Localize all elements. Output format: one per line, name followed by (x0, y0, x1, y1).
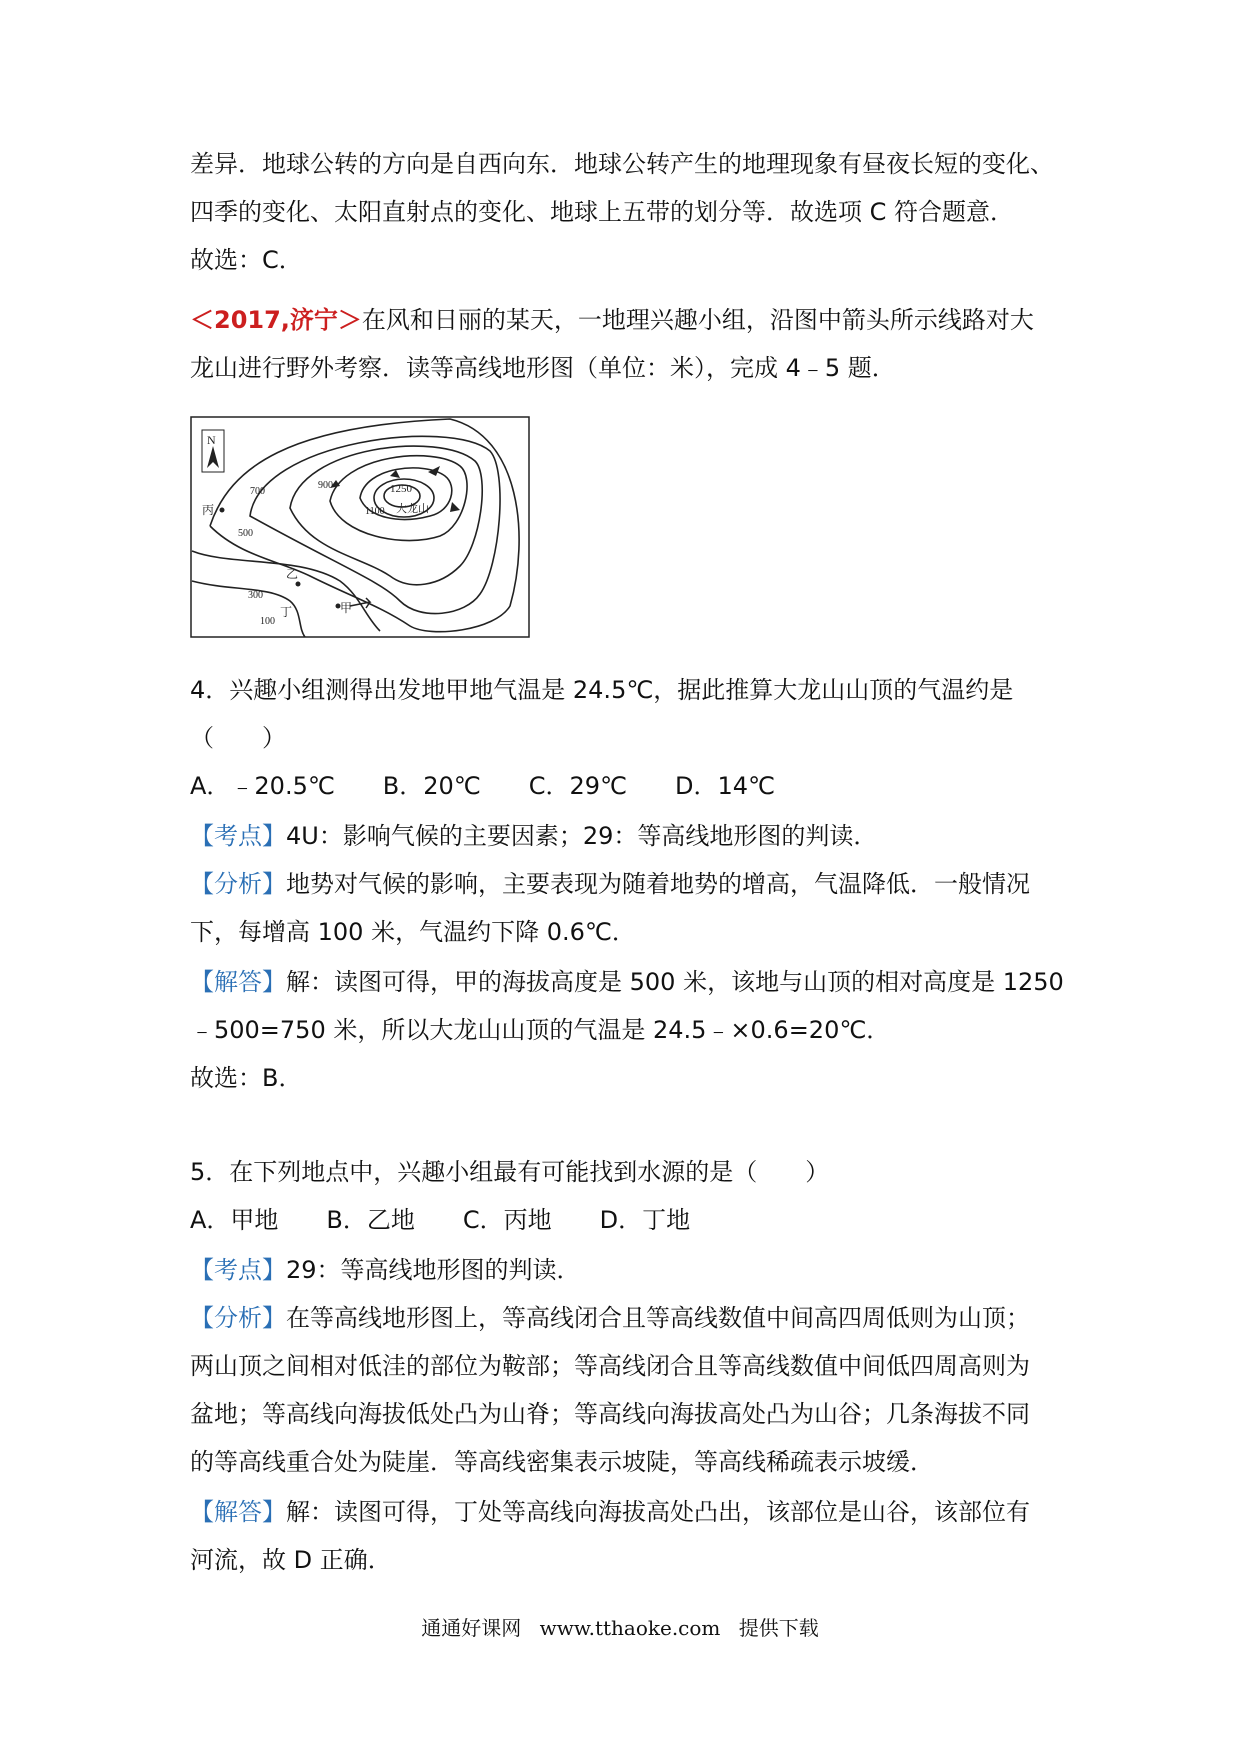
fenxi-tag: 【分析】 (190, 1304, 286, 1332)
place-label: 大龙山 (396, 502, 429, 515)
question-4-stem: 4．兴趣小组测得出发地甲地气温是 24.5℃，据此推算大龙山山顶的气温约是 (190, 676, 1014, 704)
question-4-fenxi-cont: 下，每增高 100 米，气温约下降 0.6℃． (190, 918, 636, 946)
elevation-label: 1100 (365, 506, 385, 517)
place-label: 乙 (286, 567, 299, 581)
elevation-label: 100 (260, 616, 275, 627)
place-dot (296, 582, 301, 587)
jieda-text: 解：读图可得，丁处等高线向海拔高处凸出，该部位是山谷，该部位有 (286, 1498, 1030, 1526)
elevation-label: 500 (238, 528, 253, 539)
question-5-options: A．甲地 B．乙地 C．丙地 D．丁地 (190, 1206, 691, 1234)
jieda-text: 解：读图可得，甲的海拔高度是 500 米，该地与山顶的相对高度是 1250 (286, 968, 1064, 996)
question-4-paren: （ ） (190, 724, 286, 752)
question-5-kaodian (190, 1246, 1070, 1294)
question-4-jieda (190, 958, 1070, 1006)
source-tag: ＜2017,济宁＞ (190, 306, 362, 334)
elevation-label: 1250 (390, 483, 412, 495)
question-4-fenxi (190, 860, 1070, 908)
contour-map (190, 416, 530, 638)
kaodian-text: 4U：影响气候的主要因素；29：等高线地形图的判读． (286, 822, 878, 850)
place-dot (220, 508, 225, 513)
elevation-label: 900 (318, 480, 333, 491)
kaodian-tag: 【考点】 (190, 822, 286, 850)
kaodian-tag: 【考点】 (190, 1256, 286, 1284)
answer-line: 故选：C． (190, 246, 303, 274)
footer-suffix: 提供下载 (738, 1616, 819, 1640)
question-5-fenxi-cont: 两山顶之间相对低洼的部位为鞍部；等高线闭合且等高线数值中间低四周高则为 (190, 1352, 1030, 1380)
question-4-jieda-cont: ﹣500=750 米，所以大龙山山顶的气温是 24.5﹣×0.6=20℃． (190, 1016, 891, 1044)
jieda-tag: 【解答】 (190, 1498, 286, 1526)
jieda-tag: 【解答】 (190, 968, 286, 996)
intro-line-2: 龙山进行野外考察．读等高线地形图（单位：米），完成 4﹣5 题． (190, 354, 896, 382)
elevation-label: 300 (248, 590, 263, 601)
question-5-jieda (190, 1488, 1070, 1536)
question-5-fenxi-cont: 盆地；等高线向海拔低处凸为山脊；等高线向海拔高处凸为山谷；几条海拔不同 (190, 1400, 1030, 1428)
question-5-stem: 5．在下列地点中，兴趣小组最有可能找到水源的是（ ） (190, 1158, 830, 1186)
footer-url[interactable]: www.tthaoke.com (539, 1616, 721, 1640)
north-label: N (207, 433, 216, 447)
page-footer (0, 1612, 1240, 1641)
question-5-fenxi (190, 1294, 1070, 1342)
question-4-kaodian (190, 812, 1070, 860)
fenxi-text: 地势对气候的影响，主要表现为随着地势的增高，气温降低．一般情况 (286, 870, 1030, 898)
question-5-fenxi-cont: 的等高线重合处为陡崖．等高线密集表示坡陡，等高线稀疏表示坡缓． (190, 1448, 934, 1476)
footer-site: 通通好课网 (421, 1616, 522, 1640)
intro-line-1 (190, 296, 1070, 344)
question-4-answer: 故选：B． (190, 1064, 303, 1092)
intro-text: 在风和日丽的某天，一地理兴趣小组，沿图中箭头所示线路对大 (361, 306, 1034, 334)
paragraph-line: 四季的变化、太阳直射点的变化、地球上五带的划分等．故选项 C 符合题意． (190, 198, 1015, 226)
fenxi-text: 在等高线地形图上，等高线闭合且等高线数值中间高四周低则为山顶； (286, 1304, 1030, 1332)
place-label: 丁 (280, 605, 293, 619)
kaodian-text: 29：等高线地形图的判读． (286, 1256, 581, 1284)
question-5-jieda-cont: 河流，故 D 正确． (190, 1546, 392, 1574)
fenxi-tag: 【分析】 (190, 870, 286, 898)
paragraph-line: 差异．地球公转的方向是自西向东．地球公转产生的地理现象有昼夜长短的变化、 (190, 150, 1054, 178)
place-label: 丙 (202, 503, 215, 517)
question-4-options: A．﹣20.5℃ B．20℃ C．29℃ D．14℃ (190, 772, 775, 800)
place-label: 甲 (340, 601, 353, 615)
elevation-label: 700 (250, 486, 265, 497)
place-dot (336, 604, 341, 609)
